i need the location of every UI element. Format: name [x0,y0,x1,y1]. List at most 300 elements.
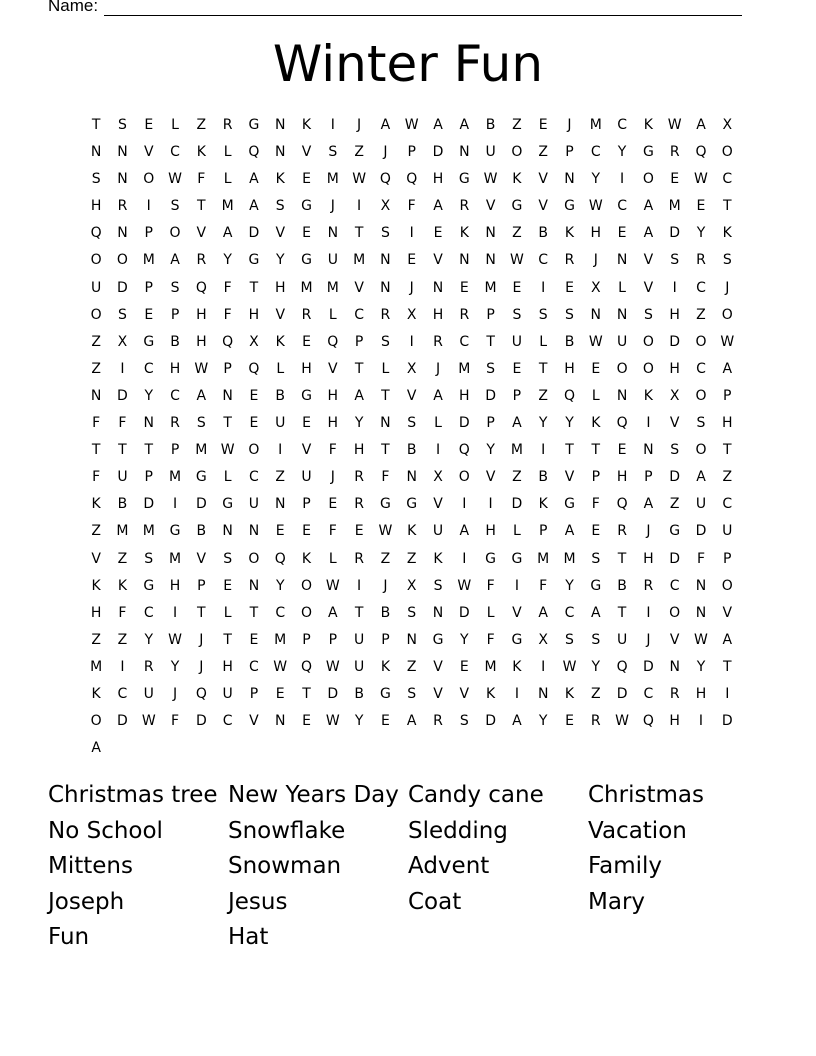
grid-letter[interactable]: M [300,279,313,296]
grid-letter[interactable]: W [588,333,603,350]
grid-letter[interactable]: M [510,442,523,459]
grid-letter[interactable]: D [458,604,470,621]
grid-letter[interactable]: R [143,658,154,675]
grid-letter[interactable]: P [170,306,180,323]
grid-letter[interactable]: N [432,604,444,621]
grid-letter[interactable]: E [617,225,627,242]
grid-letter[interactable]: N [143,415,154,432]
grid-letter[interactable]: W [141,713,156,730]
grid-letter[interactable]: E [459,658,469,675]
grid-letter[interactable]: E [512,279,522,296]
grid-letter[interactable]: I [672,279,677,296]
grid-letter[interactable]: T [249,604,259,621]
grid-letter[interactable]: F [328,442,337,459]
grid-letter[interactable]: C [643,685,654,702]
grid-letter[interactable]: E [144,117,154,133]
grid-letter[interactable]: X [406,577,417,594]
grid-letter[interactable]: H [669,713,680,730]
grid-letter[interactable]: X [590,279,601,296]
grid-letter[interactable]: E [670,171,680,188]
grid-letter[interactable]: U [222,685,233,702]
grid-letter[interactable]: I [646,604,651,621]
grid-letter[interactable]: K [91,577,101,594]
grid-letter[interactable]: A [222,225,233,242]
grid-letter[interactable]: A [643,225,654,242]
grid-letter[interactable]: D [195,713,207,730]
grid-letter[interactable]: R [617,523,627,540]
grid-letter[interactable]: N [590,306,602,323]
grid-letter[interactable]: Q [563,387,575,404]
grid-letter[interactable]: H [90,198,102,215]
grid-letter[interactable]: E [328,496,338,513]
grid-letter[interactable]: J [435,360,441,377]
grid-letter[interactable]: J [383,577,388,594]
grid-letter[interactable]: F [92,415,101,432]
grid-letter[interactable]: O [458,469,470,486]
grid-letter[interactable]: N [222,523,233,540]
grid-letter[interactable]: D [195,496,207,513]
grid-letter[interactable]: T [197,198,206,215]
grid-letter[interactable]: J [357,117,362,133]
grid-letter[interactable]: U [275,415,286,432]
grid-letter[interactable]: B [354,685,364,702]
grid-letter[interactable]: V [669,631,680,648]
grid-letter[interactable]: H [669,360,680,377]
grid-letter[interactable]: G [379,685,391,702]
grid-letter[interactable]: N [616,252,628,269]
grid-letter[interactable]: P [302,631,311,648]
grid-letter[interactable]: R [433,333,443,350]
grid-letter[interactable]: I [146,198,151,215]
grid-letter[interactable]: V [196,550,207,567]
name-field[interactable] [48,0,742,16]
grid-letter[interactable]: N [222,387,233,404]
grid-letter[interactable]: L [223,469,232,486]
grid-letter[interactable]: D [669,333,681,350]
grid-letter[interactable]: V [485,198,496,215]
grid-letter[interactable]: K [643,117,653,133]
grid-letter[interactable]: A [696,117,706,133]
grid-letter[interactable]: J [567,117,572,133]
grid-letter[interactable]: Z [669,496,680,513]
grid-letter[interactable]: U [353,658,365,675]
grid-letter[interactable]: A [170,252,180,269]
grid-letter[interactable]: J [409,279,414,296]
grid-letter[interactable]: S [591,631,601,648]
grid-letter[interactable]: O [642,360,654,377]
grid-letter[interactable]: E [380,713,390,730]
grid-letter[interactable]: D [327,685,339,702]
grid-letter[interactable]: E [275,685,285,702]
grid-letter[interactable]: K [538,496,548,513]
grid-letter[interactable]: A [328,604,338,621]
grid-letter[interactable]: B [538,225,548,242]
grid-letter[interactable]: Y [354,713,364,730]
grid-letter[interactable]: L [223,604,232,621]
grid-letter[interactable]: Y [617,144,627,161]
grid-letter[interactable]: E [538,117,548,133]
grid-letter[interactable]: O [721,144,733,161]
grid-letter[interactable]: G [564,198,575,215]
grid-letter[interactable]: S [407,415,417,432]
grid-letter[interactable]: D [669,469,681,486]
grid-letter[interactable]: B [538,469,548,486]
grid-letter[interactable]: W [720,333,735,350]
grid-letter[interactable]: E [302,225,311,242]
grid-letter[interactable]: N [643,442,654,459]
grid-letter[interactable]: M [274,631,287,648]
grid-letter[interactable]: E [302,523,311,540]
grid-letter[interactable]: J [199,631,204,648]
grid-letter[interactable]: P [144,279,153,296]
grid-letter[interactable]: V [301,442,312,459]
grid-letter[interactable]: S [538,306,548,323]
grid-letter[interactable]: U [248,496,260,513]
grid-letter[interactable]: A [643,496,654,513]
grid-letter[interactable]: I [541,279,546,296]
grid-letter[interactable]: T [91,442,101,459]
grid-letter[interactable]: J [725,279,730,296]
grid-letter[interactable]: I [409,225,414,242]
grid-letter[interactable]: T [591,442,601,459]
grid-letter[interactable]: S [643,306,653,323]
grid-letter[interactable]: C [722,171,733,188]
grid-letter[interactable]: U [91,279,102,296]
grid-letter[interactable]: H [432,306,444,323]
grid-letter[interactable]: B [485,117,496,133]
grid-letter[interactable]: L [223,144,232,161]
grid-letter[interactable]: M [221,198,234,215]
grid-letter[interactable]: F [696,550,705,567]
grid-letter[interactable]: O [248,442,260,459]
grid-letter[interactable]: F [407,198,416,215]
grid-letter[interactable]: C [117,685,128,702]
grid-letter[interactable]: H [590,225,602,242]
grid-letter[interactable]: C [590,144,601,161]
grid-letter[interactable]: Y [591,171,601,188]
grid-letter[interactable]: S [407,685,417,702]
grid-letter[interactable]: S [670,252,680,269]
grid-letter[interactable]: R [380,306,391,323]
grid-letter[interactable]: T [197,604,206,621]
grid-letter[interactable]: V [459,685,470,702]
grid-letter[interactable]: G [248,117,260,133]
grid-letter[interactable]: G [379,496,391,513]
grid-letter[interactable]: T [223,415,232,432]
grid-letter[interactable]: B [117,496,128,513]
grid-letter[interactable]: A [722,631,733,648]
grid-letter[interactable]: E [302,171,311,188]
grid-letter[interactable]: Z [196,117,207,133]
grid-letter[interactable]: V [328,360,338,377]
grid-letter[interactable]: R [170,415,180,432]
grid-letter[interactable]: E [459,279,469,296]
grid-letter[interactable]: G [642,144,654,161]
grid-letter[interactable]: A [643,198,654,215]
grid-letter[interactable]: A [380,117,391,133]
grid-letter[interactable]: L [512,523,521,540]
grid-letter[interactable]: G [248,252,260,269]
grid-letter[interactable]: A [249,198,259,215]
grid-letter[interactable]: A [591,604,601,621]
grid-letter[interactable]: K [433,550,443,567]
grid-letter[interactable]: I [172,496,178,513]
grid-letter[interactable]: E [223,577,233,594]
grid-letter[interactable]: D [117,387,128,404]
grid-letter[interactable]: W [325,658,340,675]
grid-letter[interactable]: N [90,387,102,404]
grid-letter[interactable]: Q [406,171,418,188]
grid-letter[interactable]: Q [195,685,207,702]
grid-letter[interactable]: K [301,550,312,567]
grid-letter[interactable]: V [485,469,496,486]
grid-letter[interactable]: V [433,496,443,513]
grid-letter[interactable]: C [696,360,706,377]
grid-letter[interactable]: K [564,225,575,242]
grid-letter[interactable]: T [91,117,101,133]
grid-letter[interactable]: E [275,523,285,540]
grid-letter[interactable]: Z [91,333,101,350]
grid-letter[interactable]: A [91,740,101,757]
grid-letter[interactable]: P [144,225,153,242]
grid-letter[interactable]: V [143,144,154,161]
grid-letter[interactable]: Q [274,550,286,567]
grid-letter[interactable]: U [511,333,523,350]
grid-letter[interactable]: P [723,550,732,567]
grid-letter[interactable]: K [486,685,496,702]
grid-letter[interactable]: S [170,279,180,296]
grid-letter[interactable]: G [406,496,418,513]
grid-letter[interactable]: Z [275,469,286,486]
grid-letter[interactable]: V [722,604,733,621]
grid-letter[interactable]: N [274,144,286,161]
grid-letter[interactable]: I [646,415,651,432]
grid-letter[interactable]: X [406,360,417,377]
grid-letter[interactable]: H [90,604,102,621]
grid-letter[interactable]: Z [406,658,417,675]
grid-letter[interactable]: C [222,713,233,730]
grid-letter[interactable]: N [564,171,575,188]
grid-letter[interactable]: J [593,252,598,269]
grid-letter[interactable]: L [434,415,442,432]
grid-letter[interactable]: C [564,604,575,621]
grid-letter[interactable]: C [275,604,286,621]
grid-letter[interactable]: C [669,577,680,594]
grid-letter[interactable]: W [378,523,393,540]
grid-letter[interactable]: U [722,523,733,540]
grid-letter[interactable]: W [273,658,288,675]
grid-letter[interactable]: C [617,198,627,215]
grid-letter[interactable]: R [354,550,364,567]
grid-letter[interactable]: D [485,387,496,404]
grid-letter[interactable]: N [380,252,391,269]
grid-letter[interactable]: E [565,279,574,296]
grid-letter[interactable]: S [380,225,390,242]
grid-letter[interactable]: K [91,496,101,513]
grid-letter[interactable]: F [171,713,180,730]
grid-letter[interactable]: B [406,442,417,459]
grid-letter[interactable]: Z [512,469,522,486]
grid-letter[interactable]: O [116,252,128,269]
grid-letter[interactable]: T [354,225,364,242]
grid-letter[interactable]: W [325,577,340,594]
grid-letter[interactable]: F [539,577,548,594]
grid-letter[interactable]: M [116,523,129,540]
grid-letter[interactable]: W [483,171,498,188]
grid-letter[interactable]: O [695,333,707,350]
grid-letter[interactable]: W [194,360,209,377]
grid-letter[interactable]: P [723,387,732,404]
grid-letter[interactable]: O [90,713,102,730]
grid-letter[interactable]: U [327,252,338,269]
grid-letter[interactable]: N [616,387,628,404]
grid-letter[interactable]: Q [248,144,260,161]
grid-letter[interactable]: O [616,360,628,377]
grid-letter[interactable]: F [223,306,232,323]
grid-letter[interactable]: M [537,550,550,567]
grid-letter[interactable]: Y [591,658,601,675]
grid-letter[interactable]: O [695,387,707,404]
grid-letter[interactable]: V [669,415,680,432]
grid-letter[interactable]: Q [458,442,470,459]
grid-letter[interactable]: S [459,713,469,730]
grid-letter[interactable]: T [486,333,495,350]
grid-letter[interactable]: Q [222,333,234,350]
grid-letter[interactable]: K [275,171,285,188]
grid-letter[interactable]: W [562,658,577,675]
grid-letter[interactable]: L [618,279,626,296]
grid-letter[interactable]: M [589,117,602,133]
grid-letter[interactable]: S [170,198,180,215]
grid-letter[interactable]: X [117,333,128,350]
grid-letter[interactable]: E [249,415,259,432]
grid-letter[interactable]: H [722,415,733,432]
grid-letter[interactable]: N [485,252,496,269]
grid-letter[interactable]: U [301,469,312,486]
grid-letter[interactable]: J [646,631,651,648]
grid-letter[interactable]: K [407,523,417,540]
grid-letter[interactable]: S [512,306,522,323]
grid-letter[interactable]: I [330,117,335,133]
grid-letter[interactable]: R [590,713,601,730]
grid-letter[interactable]: Z [117,550,128,567]
grid-letter[interactable]: Z [117,631,128,648]
grid-letter[interactable]: Z [406,550,417,567]
grid-letter[interactable]: H [353,442,365,459]
grid-letter[interactable]: R [564,252,575,269]
grid-letter[interactable]: D [721,713,733,730]
grid-letter[interactable]: Y [696,658,706,675]
grid-letter[interactable]: A [196,387,207,404]
grid-letter[interactable]: D [432,144,444,161]
grid-letter[interactable]: A [459,523,470,540]
grid-letter[interactable]: X [406,306,417,323]
grid-letter[interactable]: A [433,387,443,404]
grid-letter[interactable]: Y [538,713,548,730]
grid-letter[interactable]: V [249,713,259,730]
grid-letter[interactable]: N [380,279,391,296]
grid-letter[interactable]: E [696,198,706,215]
grid-letter[interactable]: A [512,713,522,730]
grid-letter[interactable]: P [486,415,495,432]
grid-letter[interactable]: U [353,631,365,648]
grid-letter[interactable]: G [169,523,181,540]
grid-letter[interactable]: R [433,713,443,730]
grid-letter[interactable]: L [591,387,600,404]
grid-letter[interactable]: I [435,442,441,459]
grid-letter[interactable]: T [302,685,311,702]
grid-letter[interactable]: P [538,523,548,540]
grid-letter[interactable]: E [249,387,259,404]
grid-letter[interactable]: S [565,306,574,323]
grid-letter[interactable]: A [696,469,706,486]
grid-letter[interactable]: T [354,360,364,377]
grid-letter[interactable]: T [249,279,259,296]
grid-letter[interactable]: H [485,523,496,540]
grid-letter[interactable]: G [669,523,681,540]
grid-letter[interactable]: K [564,685,575,702]
grid-letter[interactable]: O [90,252,102,269]
grid-letter[interactable]: F [118,415,127,432]
grid-letter[interactable]: E [433,225,443,242]
grid-letter[interactable]: H [669,306,680,323]
grid-letter[interactable]: M [326,171,339,188]
grid-letter[interactable]: N [248,523,260,540]
grid-letter[interactable]: F [486,577,495,594]
grid-letter[interactable]: Y [170,658,180,675]
grid-letter[interactable]: W [509,252,524,269]
grid-letter[interactable]: W [352,171,367,188]
grid-letter[interactable]: U [616,631,628,648]
grid-letter[interactable]: H [564,360,575,377]
grid-letter[interactable]: M [142,523,155,540]
grid-letter[interactable]: A [459,117,470,133]
grid-letter[interactable]: O [248,550,260,567]
grid-letter[interactable]: M [458,360,471,377]
grid-letter[interactable]: A [433,198,443,215]
grid-letter[interactable]: Q [301,658,313,675]
grid-letter[interactable]: Q [195,279,207,296]
grid-letter[interactable]: Y [144,387,154,404]
grid-letter[interactable]: I [120,658,125,675]
grid-letter[interactable]: G [143,333,155,350]
grid-letter[interactable]: T [617,604,627,621]
grid-letter[interactable]: N [274,117,286,133]
grid-letter[interactable]: S [118,306,127,323]
grid-letter[interactable]: I [462,496,467,513]
grid-letter[interactable]: T [144,442,154,459]
grid-letter[interactable]: P [565,144,574,161]
grid-letter[interactable]: I [357,198,362,215]
grid-letter[interactable]: Z [590,685,601,702]
grid-letter[interactable]: B [196,523,207,540]
grid-letter[interactable]: J [330,469,335,486]
grid-letter[interactable]: Y [538,415,548,432]
grid-letter[interactable]: I [462,550,467,567]
grid-letter[interactable]: O [721,306,733,323]
grid-letter[interactable]: X [538,631,548,648]
grid-letter[interactable]: Y [275,252,285,269]
grid-letter[interactable]: R [222,117,233,133]
grid-letter[interactable]: V [354,279,364,296]
grid-letter[interactable]: K [301,117,312,133]
grid-letter[interactable]: A [433,117,443,133]
grid-letter[interactable]: K [275,333,285,350]
grid-letter[interactable]: S [722,252,732,269]
grid-letter[interactable]: C [354,306,364,323]
grid-letter[interactable]: H [169,577,181,594]
grid-letter[interactable]: M [142,252,155,269]
